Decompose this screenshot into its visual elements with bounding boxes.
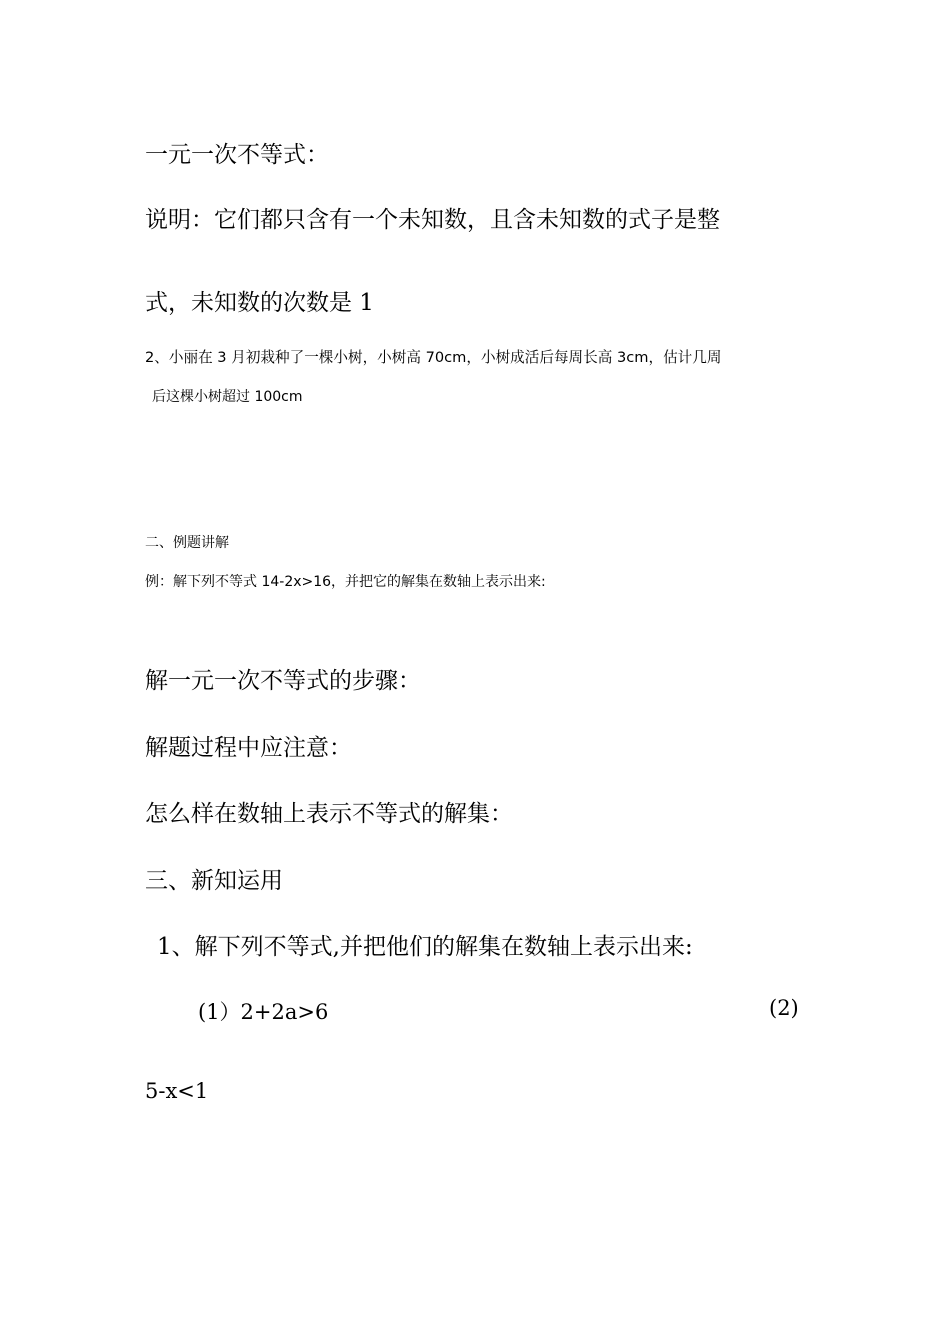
steps-prompt: 解一元一次不等式的步骤：	[145, 668, 421, 694]
exercise-1-instruction: 1、解下列不等式,并把他们的解集在数轴上表示出来:	[157, 934, 693, 960]
problem-2-line-1: 2、小丽在 3 月初栽种了一棵小树，小树高 70cm，小树成活后每周长高 3cm，估计几周	[145, 349, 722, 366]
heading-linear-inequality: 一元一次不等式：	[145, 142, 329, 168]
explanation-line-1: 说明：它们都只含有一个未知数，且含未知数的式子是整	[145, 207, 720, 233]
attention-prompt: 解题过程中应注意：	[145, 735, 352, 761]
section-2-heading: 二、例题讲解	[145, 535, 229, 551]
exercise-item-1: (1）2+2a>6	[198, 1000, 329, 1024]
explanation-line-2: 式，未知数的次数是 1	[145, 290, 374, 316]
exercise-item-2-label: (2)	[769, 996, 799, 1020]
problem-2-line-2: 后这棵小树超过 100cm	[152, 389, 303, 405]
example-problem: 例：解下列不等式 14-2x>16，并把它的解集在数轴上表示出来:	[145, 574, 546, 590]
section-3-heading: 三、新知运用	[145, 868, 283, 894]
exercise-item-2-expression: 5-x<1	[145, 1079, 209, 1103]
number-line-prompt: 怎么样在数轴上表示不等式的解集：	[145, 801, 513, 827]
